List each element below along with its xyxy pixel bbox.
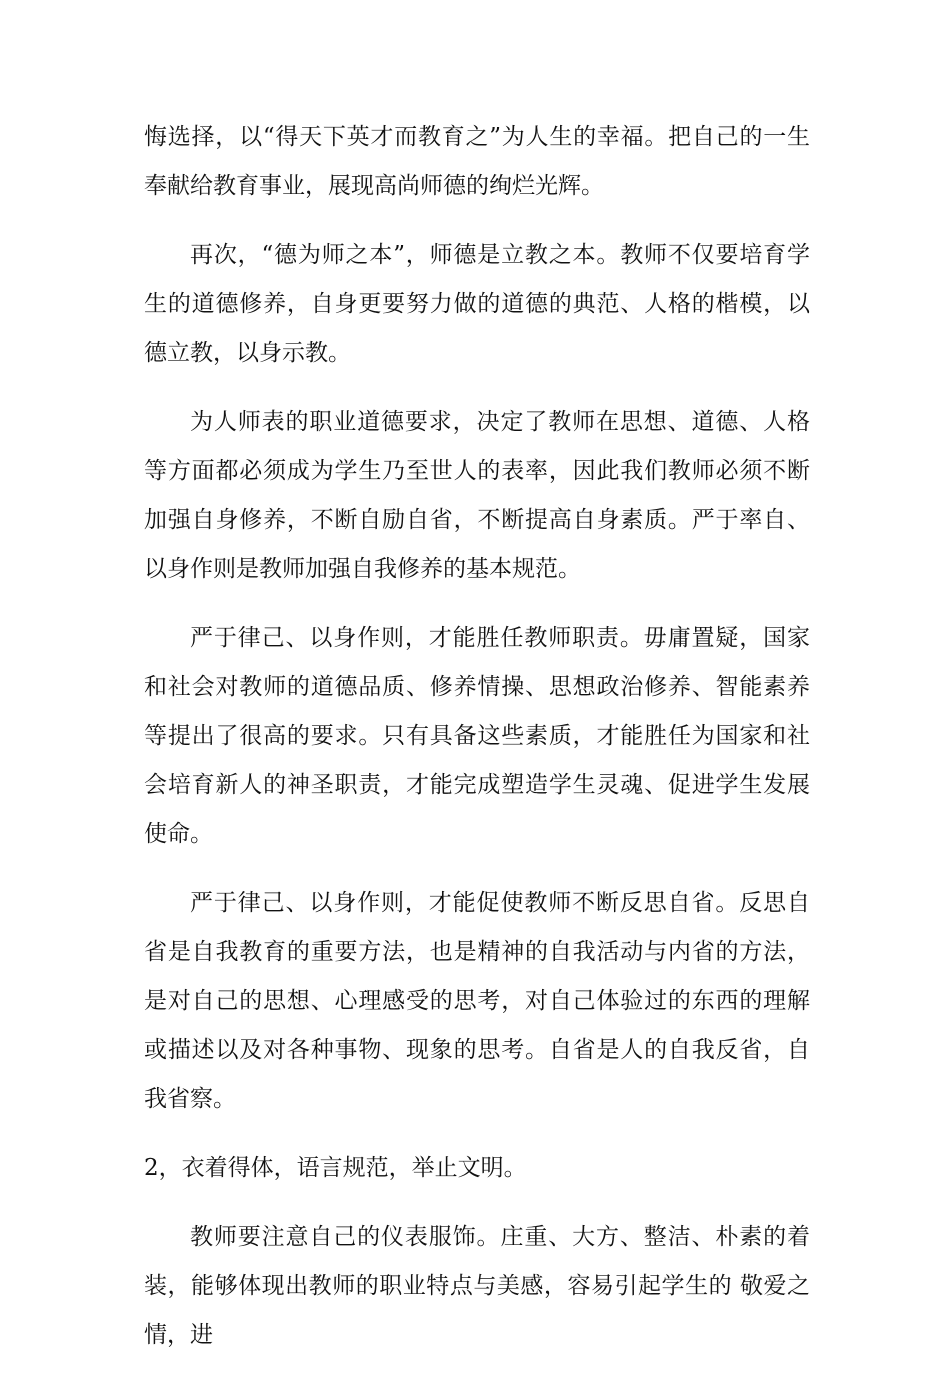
paragraph-1: 悔选择，以“得天下英才而教育之”为人生的幸福。把自己的一生奉献给教育事业，展现高尚师德的绚烂光辉。 [144, 124, 810, 199]
paragraph-6: 教师要注意自己的仪表服饰。庄重、大方、整洁、朴素的着装，能够体现出教师的职业特点与美感，容易引起学生的 敬爱之情，进 [144, 1224, 810, 1348]
paragraph-5: 严于律己、以身作则，才能促使教师不断反思自省。反思自省是自我教育的重要方法，也是精神的自我活动与内省的方法，是对自己的思想、心理感受的思考，对自己体验过的东西的理解或描述以及对各种事物、现象的思考。自省是人的自我反省，自我省察。 [144, 890, 810, 1112]
section-heading: 2，衣着得体，语言规范，举止文明。 [144, 1155, 527, 1181]
paragraph-4: 严于律己、以身作则，才能胜任教师职责。毋庸置疑，国家和社会对教师的道德品质、修养情操、思想政治修养、智能素养等提出了很高的要求。只有具备这些素质，才能胜任为国家和社会培育新人的神圣职责，才能完成塑造学生灵魂、促进学生发展使命。 [144, 625, 810, 847]
paragraph-3: 为人师表的职业道德要求，决定了教师在思想、道德、人格等方面都必须成为学生乃至世人的表率，因此我们教师必须不断加强自身修养，不断自励自省，不断提高自身素质。严于率自、以身作则是教师加强自我修养的基本规范。 [144, 409, 810, 582]
paragraph-2: 再次，“德为师之本”，师德是立教之本。教师不仅要培育学生的道德修养，自身更要努力做的道德的典范、人格的楷模，以德立教，以身示教。 [144, 242, 810, 366]
document-page [144, 113, 810, 1380]
